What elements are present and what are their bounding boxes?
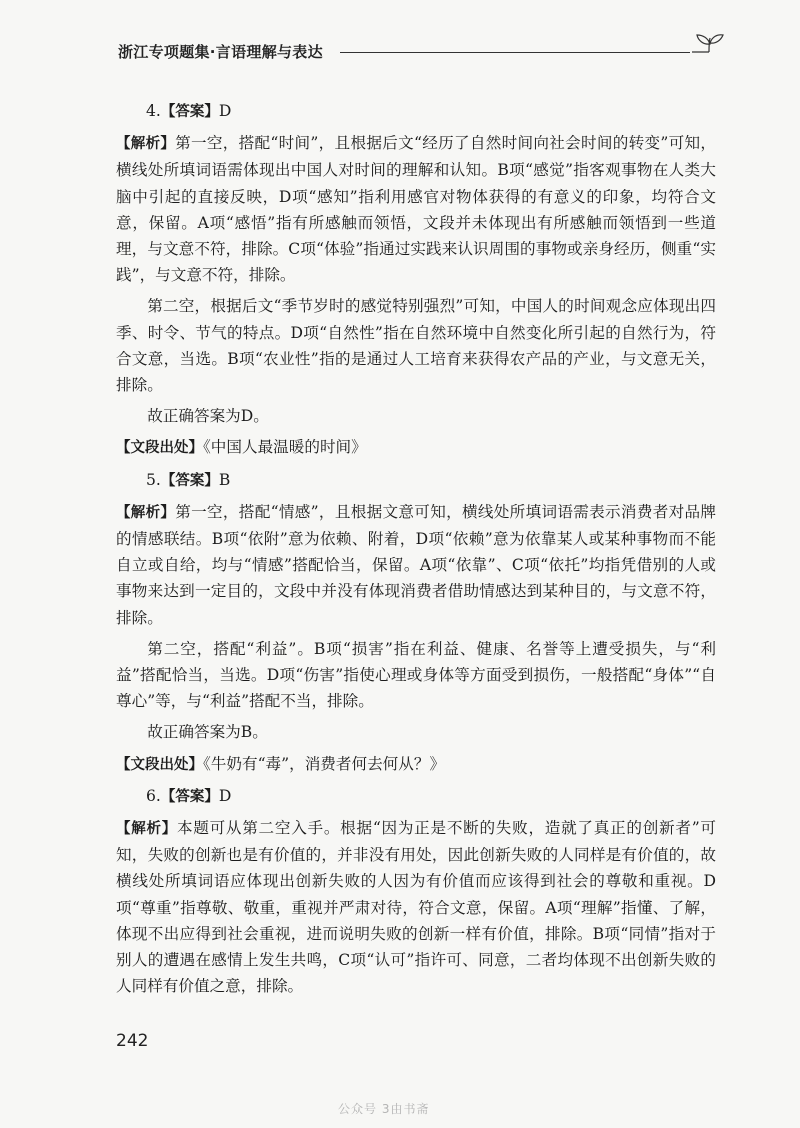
source-title: 《中国人最温暖的时间》: [203, 438, 367, 457]
question-5-conclusion: 故正确答案为B。: [147, 723, 268, 742]
question-5-source: [116, 751, 716, 778]
analysis-text: 第一空，搭配“情感”，且根据文意可知，横线处所填词语需表示消费者对品牌的情感联结。B项“依附”意为依赖、附着，D项“依赖”意为依靠某人或某种事物而不能自立或自给，均与“情感”搭配恰当，保留。A项“依靠”、C项“依托”均指凭借别的人或事物来达到一定目的，文段中并没有体现消费者借助情感达到某种目的，与文意不符，排除。: [116, 502, 717, 627]
answer-tag: 【答案】: [160, 788, 219, 805]
question-4-conclusion: 故正确答案为D。: [147, 407, 269, 426]
question-5-answer-line: [116, 467, 716, 494]
question-number: 4.: [146, 102, 161, 120]
question-number: 6.: [146, 786, 161, 805]
header-rule: [340, 52, 690, 53]
question-4-source: [116, 434, 716, 461]
analysis-tag: 【解析】: [116, 821, 177, 838]
analysis-tag: 【解析】: [116, 136, 176, 153]
header-title: 浙江专项题集·言语理解与表达: [118, 43, 323, 61]
answer-letter: D: [218, 102, 232, 120]
source-tag: 【文段出处】: [116, 756, 203, 773]
answer-tag: 【答案】: [160, 472, 219, 489]
analysis-text: 本题可从第二空入手。根据“因为正是不断的失败，造就了真正的创新者”可知，失败的创新也是有价值的，并非没有用处，因此创新失败的人同样是有价值的，故横线处所填词语应体现出创新失败的人因为有价值而应该得到社会的尊敬和重视。D项“尊重”指尊敬、敬重，重视并严肃对待，符合文意，保留。A项“理解”指懂、了解，体现不出应得到社会重视，进而说明失败的创新一样有价值，排除。B项“同情”指对于别人的遭遇在感情上发生共鸣，C项“认可”指许可、同意，二者均体现不出创新失败的人同样有价值之意，排除。: [116, 819, 717, 996]
watermark: 公众号 3由书斋: [338, 1102, 430, 1116]
question-5-analysis-2: 第二空，搭配“利益”。B项“损害”指在利益、健康、名誉等上遭受损失，与“利益”搭配恰当，当选。D项“伤害”指使心理或身体等方面受到损伤，一般搭配“身体”“自尊心”等，与“利益”搭配不当，排除。: [116, 639, 716, 711]
question-4-analysis-1: [116, 130, 716, 288]
question-4-analysis-2: 第二空，根据后文“季节岁时的感觉特别强烈”可知，中国人的时间观念应体现出四季、时令、节气的特点。D项“自然性”指在自然环境中自然变化所引起的自然行为，符合文意，当选。B项“农业性”指的是通过人工培育来获得农产品的产业，与文意无关，排除。: [116, 297, 716, 395]
source-title: 《牛奶有“毒”，消费者何去何从？》: [203, 754, 446, 773]
answer-letter: B: [218, 470, 231, 489]
question-4-answer-line: [116, 98, 716, 125]
page-number: 242: [116, 1031, 149, 1051]
answer-letter: D: [218, 786, 232, 805]
question-6-analysis-1: [116, 815, 716, 999]
analysis-tag: 【解析】: [116, 504, 176, 521]
analysis-text: 第一空，搭配“时间”，且根据后文“经历了自然时间向社会时间的转变”可知，横线处所填词语需体现出中国人对时间的理解和认知。B项“感觉”指客观事物在人类大脑中引起的直接反映，D项“感知”指利用感官对物体获得的有意义的印象，均符合文意，保留。A项“感悟”指有所感触而领悟，文段并未体现出有所感触而领悟到一些道理，与文意不符，排除。C项“体验”指通过实践来认识周围的事物或亲身经历，侧重“实践”，与文意不符，排除。: [116, 134, 716, 285]
question-6-answer-line: [116, 783, 716, 810]
answer-tag: 【答案】: [160, 104, 219, 120]
question-5-analysis-1: [116, 499, 716, 631]
running-header: [118, 34, 728, 70]
answer-section: [116, 98, 716, 1005]
question-number: 5.: [146, 470, 161, 489]
source-tag: 【文段出处】: [116, 440, 203, 457]
sprout-icon: [690, 34, 730, 66]
